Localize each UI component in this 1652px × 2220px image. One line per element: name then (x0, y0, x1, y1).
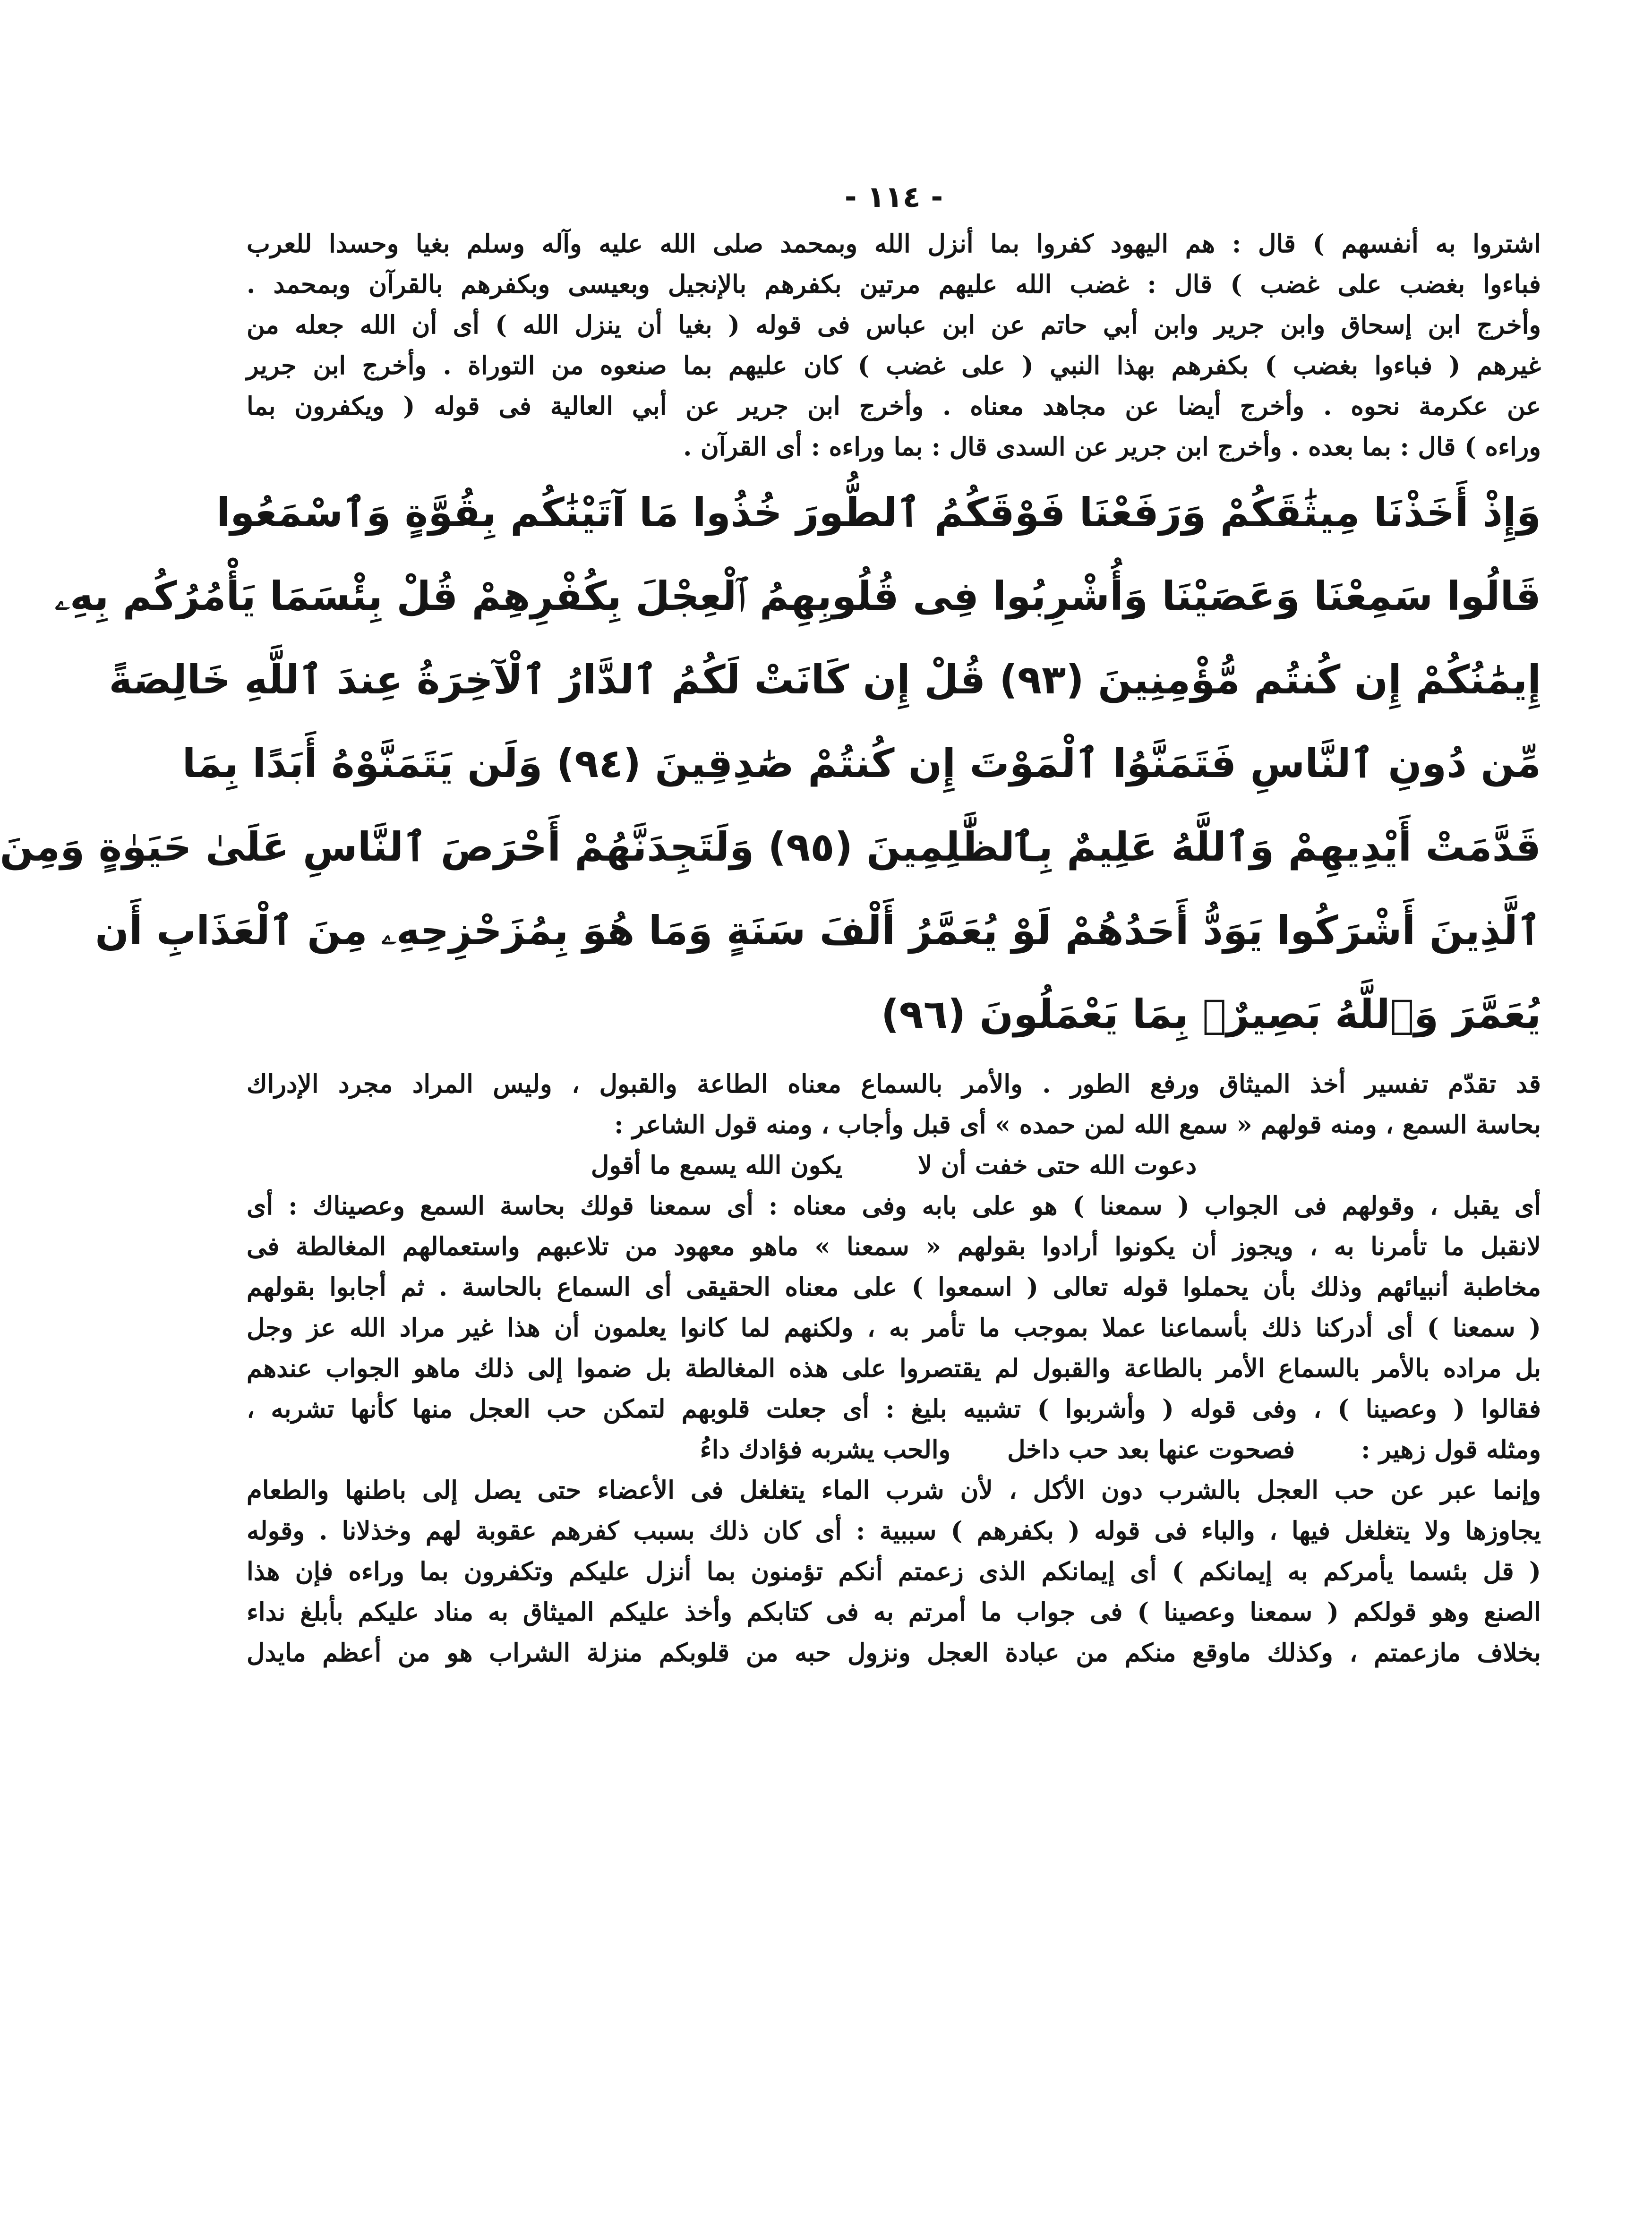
text-line: يجاوزها ولا يتغلغل فيها ، والباء فى قوله ( بكفرهم ) سببية : أى كان ذلك بسبب كفرهم عقوبة لهم وخذلانا . وقوله (247, 1516, 1541, 1545)
text-line: فباءوا بغضب على غضب ) قال : غضب الله عليهم مرتين بكفرهم بالإنجيل وبعيسى وبكفرهم بالقرآن وبمحمد . (247, 270, 1541, 299)
verse-line: قَدَّمَتْ أَيْدِيهِمْ وَٱللَّهُ عَلِيمٌ بِٱلظَّٰلِمِينَ (٩٥) وَلَتَجِدَنَّهُمْ أَحْرَصَ ٱلنَّاسِ عَلَىٰ حَيَوٰةٍ وَمِنَ (0, 824, 1541, 870)
text-line: بل مراده بالأمر بالسماع الأمر بالطاعة والقبول لم يقتصروا على هذه المغالطة بل ضموا إلى ذلك ماهو الجواب عندهم (247, 1354, 1541, 1383)
text-line: ( سمعنا ) أى أدركنا ذلك بأسماعنا عملا بموجب ما تأمر به ، ولكنهم لما كانوا يعلمون أن هذا غير مراد الله عز وجل (247, 1313, 1541, 1342)
text-line: عن عكرمة نحوه . وأخرج أيضا عن مجاهد معناه . وأخرج ابن جرير عن أبي العالية فى قوله ( ويكفرون بما (247, 392, 1541, 421)
text-line: وراءه ) قال : بما بعده . وأخرج ابن جرير عن السدى قال : بما وراءه : أى القرآن . (683, 432, 1541, 461)
book-page (0, 179, 1541, 2182)
commentary-after (247, 1186, 1541, 1429)
text-line: قد تقدّم تفسير أخذ الميثاق ورفع الطور . والأمر بالسماع معناه الطاعة والقبول ، وليس المراد مجرد الإدراك (247, 1069, 1541, 1099)
verse-line: إِيمَٰنُكُمْ إِن كُنتُم مُّؤْمِنِينَ (٩٣) قُلْ إِن كَانَتْ لَكُمُ ٱلدَّارُ ٱلْآخِرَةُ عِندَ ٱللَّهِ خَالِصَةً (109, 657, 1541, 703)
quran-verses (0, 471, 1541, 1056)
text-line: أى يقبل ، وقولهم فى الجواب ( سمعنا ) هو على بابه وفى معناه : أى سمعنا قولك بحاسة السمع وعصيناك : أى (247, 1191, 1541, 1221)
text-line: وإنما عبر عن حب العجل بالشرب دون الأكل ، لأن شرب الماء يتغلغل فى الأعضاء حتى يصل إلى باطنها والطعام (247, 1476, 1541, 1505)
text-line: غيرهم ( فباءوا بغضب ) بكفرهم بهذا النبي ( على غضب ) كان عليهم بما صنعوه من التوراة . وأخرج ابن جرير (247, 351, 1541, 380)
poem-verse (247, 1145, 1541, 1186)
verse-line: قَالُوا سَمِعْنَا وَعَصَيْنَا وَأُشْرِبُوا فِى قُلُوبِهِمُ ٱلْعِجْلَ بِكُفْرِهِمْ قُلْ بِئْسَمَا يَأْمُرُكُم بِهِۦ (54, 573, 1541, 619)
page-number: - ١١٤ - (844, 179, 943, 214)
text-line: مخاطبة أنبيائهم وذلك بأن يحملوا قوله تعالى ( اسمعوا ) على معناه الحقيقى أى السماع بالحاسة . ثم أجابوا بقولهم (247, 1272, 1541, 1302)
poem-hemistich-2: يكون الله يسمع ما أقول (591, 1151, 843, 1180)
text-line: اشتروا به أنفسهم ) قال : هم اليهود كفروا بما أنزل الله وبمحمد صلى الله عليه وآله وسلم بغيا وحسدا للعرب (247, 229, 1541, 258)
text-line: وأخرج ابن إسحاق وابن جرير وابن أبي حاتم عن ابن عباس فى قوله ( بغيا أن ينزل الله ) أى أن الله جعله من (247, 310, 1541, 340)
text-line: فقالوا ( وعصينا ) ، وفى قوله ( وأشربوا ) تشبيه بليغ : أى جعلت قلوبهم لتمكن حب العجل منها كأنها تشربه ، (247, 1394, 1541, 1424)
text-line: لانقبل ما تأمرنا به ، ويجوز أن يكونوا أرادوا بقولهم « سمعنا » ماهو معهود من تلاعبهم واستعمالهم المغالطة فى (247, 1232, 1541, 1261)
commentary-before (247, 223, 1541, 467)
verse-line: يُعَمَّرَ وَٱللَّهُ بَصِيرٌۢ بِمَا يَعْمَلُونَ (٩٦) (881, 991, 1541, 1037)
poem-hemistich-2: والحب يشربه فؤادك داءُ (700, 1435, 951, 1464)
verse-line: وَإِذْ أَخَذْنَا مِيثَٰقَكُمْ وَرَفَعْنَا فَوْقَكُمُ ٱلطُّورَ خُذُوا مَا آتَيْنَٰكُم بِقُوَّةٍ وَٱسْمَعُوا (216, 489, 1541, 536)
text-line: الصنع وهو قولكم ( سمعنا وعصينا ) فى جواب ما أمرتم به فى كتابكم وأخذ عليكم الميثاق به مناد عليكم بأبلغ نداء (247, 1597, 1541, 1627)
commentary-end (247, 1470, 1541, 1673)
poem-hemistich-1: دعوت الله حتى خفت أن لا (918, 1151, 1197, 1180)
commentary-middle (247, 1064, 1541, 1145)
text-line: بخلاف مازعمتم ، وكذلك ماوقع منكم من عبادة العجل ونزول حبه من قلوبكم منزلة الشراب هو من أعظم مايدل (247, 1638, 1541, 1667)
text-line: بحاسة السمع ، ومنه قولهم « سمع الله لمن حمده » أى قبل وأجاب ، ومنه قول الشاعر : (614, 1110, 1541, 1139)
poem-intro: ومثله قول زهير : (1361, 1435, 1541, 1464)
verse-line: مِّن دُونِ ٱلنَّاسِ فَتَمَنَّوُا ٱلْمَوْتَ إِن كُنتُمْ صَٰدِقِينَ (٩٤) وَلَن يَتَمَنَّوْهُ أَبَدًا بِمَا (182, 740, 1541, 786)
verse-line: ٱلَّذِينَ أَشْرَكُوا يَوَدُّ أَحَدُهُمْ لَوْ يُعَمَّرُ أَلْفَ سَنَةٍ وَمَا هُوَ بِمُزَحْزِحِهِۦ مِنَ ٱلْعَذَابِ أَن (95, 907, 1541, 954)
text-line: ( قل بئسما يأمركم به إيمانكم ) أى إيمانكم الذى زعمتم أنكم تؤمنون بما أنزل عليكم وتكفرون بما وراءه فإن هذا (247, 1557, 1541, 1586)
poem-verse-zuhair (247, 1429, 1541, 1470)
poem-hemistich-1: فصحوت عنها بعد حب داخل (1007, 1435, 1295, 1464)
